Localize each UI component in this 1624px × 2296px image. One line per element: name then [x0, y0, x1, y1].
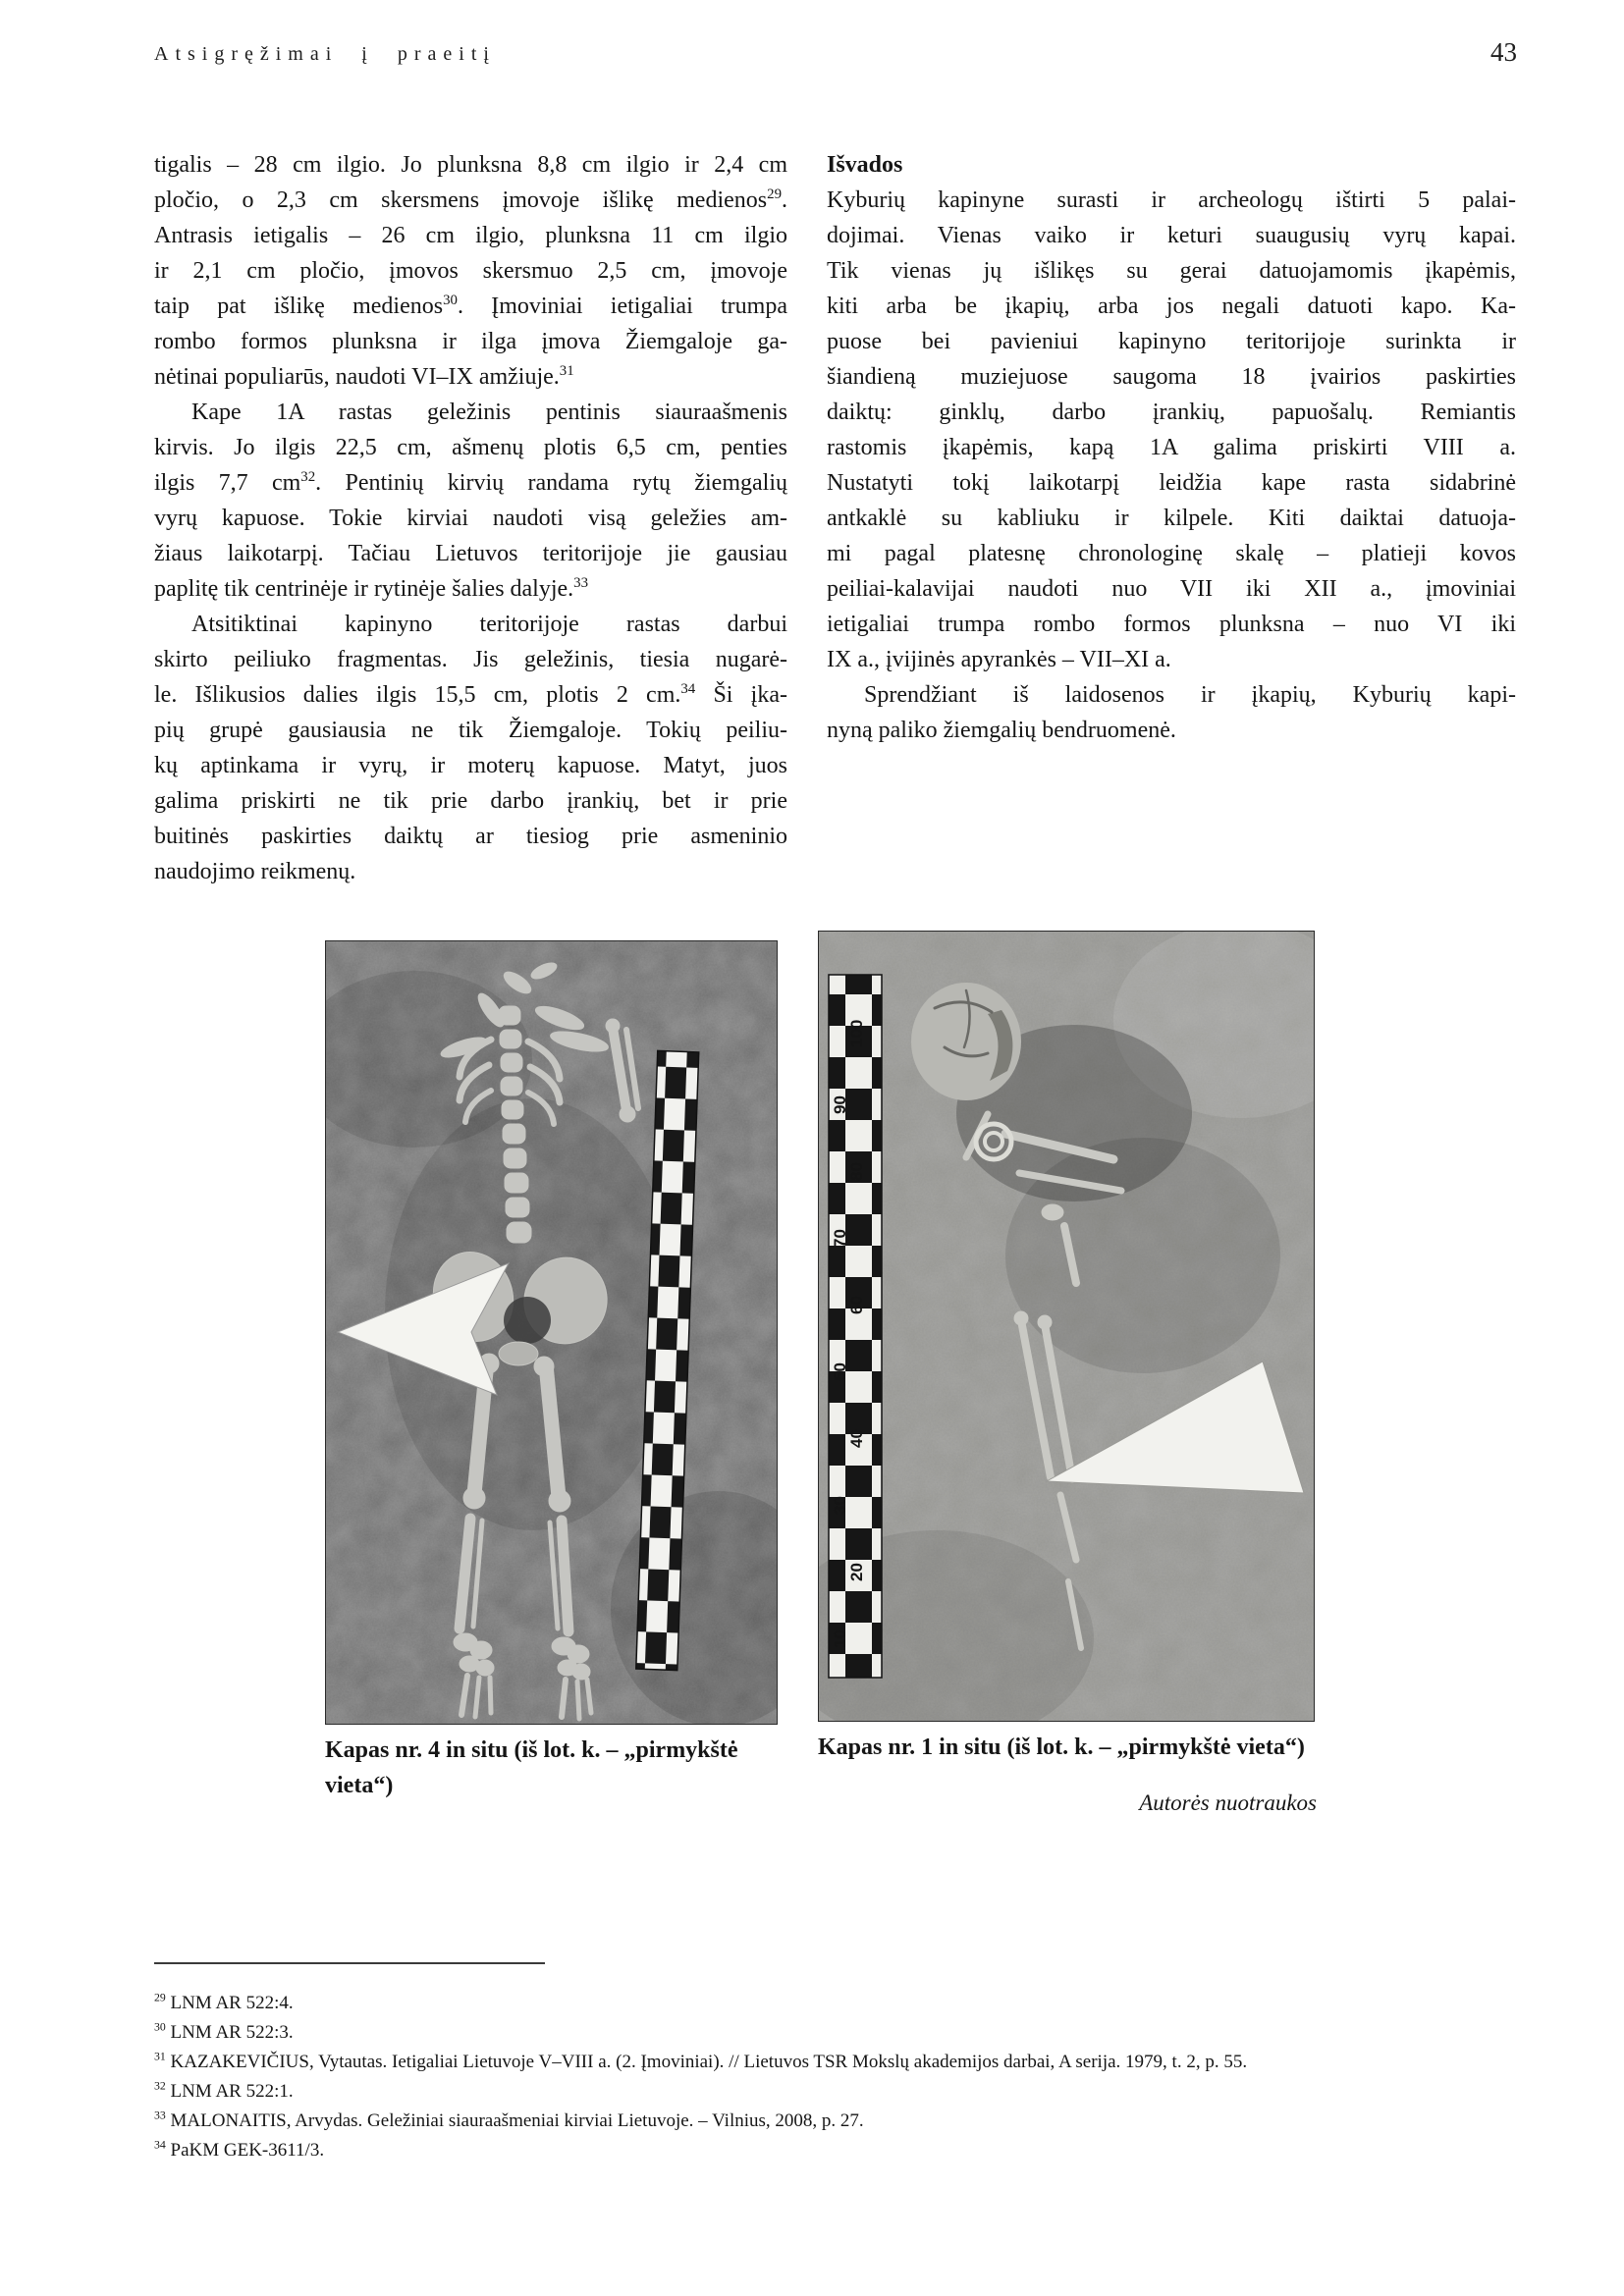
excavation-photo-grave-1 — [818, 931, 1315, 1722]
ruler-label: 80 — [847, 1162, 866, 1181]
text-line: Sprendžiant iš laidosenos ir įkapių, Kyburių kapi- — [864, 682, 1516, 708]
text-line: galima priskirti ne tik prie darbo įrankių, bet ir prie — [154, 788, 787, 814]
text-line: naudojimo reikmenų. — [154, 859, 356, 884]
ruler-label: 100 — [847, 1019, 866, 1047]
ruler-label: 90 — [831, 1095, 849, 1114]
text-line: taip pat išlikę medienos$^{30}$. Įmoviniai ietigaliai trumpa — [154, 293, 787, 319]
text-line: Tik vienas jų išlikęs su gerai datuojamomis įkapėmis, — [827, 258, 1516, 284]
footnote-number: 30 — [154, 2020, 166, 2034]
ruler-label: 60 — [847, 1296, 866, 1314]
footnote-number: 33 — [154, 2109, 166, 2122]
left-text-column — [154, 147, 787, 889]
caption-line: vieta“) — [325, 1773, 394, 1798]
text-line: pločio, o 2,3 cm skersmens įmovoje išlikę medienos$^{29}$. — [154, 187, 787, 213]
ruler-label: 30 — [831, 1496, 849, 1515]
ruler-label: 50 — [831, 1362, 849, 1381]
text-line: puose bei pavieniui kapinyno teritorijoje surinkta ir — [827, 329, 1516, 354]
footnote: $^{29}$ LNM AR 522:4. — [154, 1991, 294, 2013]
text-line: Nustatyti tokį laikotarpį leidžia kape rasta sidabrinė — [827, 470, 1516, 496]
footnote-number: 31 — [154, 2050, 166, 2063]
text-line: nėtinai populiarūs, naudoti VI–IX amžiuje.$^{31}$ — [154, 363, 574, 390]
text-line: pių grupė gausiausia ne tik Žiemgaloje. Tokių peiliu- — [154, 718, 787, 743]
text-line: Antrasis ietigalis – 26 cm ilgio, plunksna 11 cm ilgio — [154, 223, 787, 248]
skull — [911, 983, 1021, 1100]
text-line: ilgis 7,7 $cm^{32}$. Pentinių kirvių randama rytų žiemgalių — [154, 469, 787, 496]
ruler-label: 20 — [847, 1563, 866, 1581]
soil-background — [818, 931, 1315, 1722]
footnote: $^{31}$ KAZAKEVIČIUS, Vytautas. Ietigaliai Lietuvoje V–VIII a. (2. Įmoviniai). // Lietuvos TSR Mokslų akademijos darbai, A serija. 1979, t. 2, p. 55. — [154, 2050, 1248, 2072]
figure-caption-grave-1 — [818, 1730, 1378, 1765]
footnotes-block — [154, 1989, 1521, 2165]
footnote-reference: 34 — [680, 681, 696, 697]
text-line: kirvis. Jo ilgis 22,5 cm, ašmenų plotis 6,5 cm, penties — [154, 435, 787, 460]
running-head: Atsigręžimai į praeitį — [154, 43, 496, 65]
text-line: daiktų: ginklų, darbo įrankių, papuošalų. Remiantis — [827, 400, 1516, 425]
ruler-label: 70 — [831, 1229, 849, 1248]
text-line: vyrų kapuose. Tokie kirviai naudoti visą geležies am- — [154, 506, 787, 531]
footnote-number: 29 — [154, 1991, 166, 2004]
text-line: Atsitiktinai kapinyno teritorijoje rastas darbui — [191, 612, 787, 637]
text-line: dojimai. Vienas vaiko ir keturi suaugusių vyrų kapai. — [827, 223, 1516, 248]
footnote-reference: 33 — [573, 575, 589, 591]
text-line: ietigaliai trumpa rombo formos plunksna – nuo VI iki — [827, 612, 1516, 637]
text-line: IX a., įvijinės apyrankės – VII–XI a. — [827, 647, 1171, 672]
photo-credit: Autorės nuotraukos — [1139, 1790, 1317, 1815]
ruler-label: 10 — [831, 1629, 849, 1648]
text-line: Kyburių kapinyne surasti ir archeologų ištirti 5 palai- — [827, 187, 1516, 213]
text-line: paplitę tik centrinėje ir rytinėje šalies dalyje.$^{33}$ — [154, 575, 589, 602]
text-line: kų aptinkama ir vyrų, ir moterų kapuose. Matyt, juos — [154, 753, 787, 778]
footnote: $^{33}$ MALONAITIS, Arvydas. Geležiniai siauraašmeniai kirviai Lietuvoje. – Vilnius, 2008, p. 27. — [154, 2109, 864, 2131]
footnote-separator — [154, 1962, 545, 1964]
text-line: skirto peiliuko fragmentas. Jis geležinis, tiesia nugarė- — [154, 647, 787, 672]
excavation-photo-grave-4 — [325, 940, 778, 1725]
ruler-label: 40 — [847, 1429, 866, 1448]
footnote-reference: 30 — [443, 293, 458, 308]
right-column-paragraphs — [827, 183, 1516, 748]
scale-ruler — [829, 975, 882, 1678]
text-line: žiaus laikotarpį. Tačiau Lietuvos teritorijoje jie gausiau — [154, 541, 787, 566]
footnote-number: 32 — [154, 2079, 166, 2093]
caption-line: Kapas nr. 1 in situ (iš lot. k. – „pirmykštė vieta“) — [818, 1735, 1305, 1760]
section-heading: Išvados — [827, 152, 903, 178]
text-line: šiandieną muziejuose saugoma 18 įvairios paskirties — [827, 364, 1516, 390]
text-line: Kape 1A rastas geležinis pentinis siauraašmenis — [191, 400, 787, 425]
footnote-number: 34 — [154, 2138, 166, 2152]
text-line: mi pagal platesnę chronologinę skalę – platieji kovos — [827, 541, 1516, 566]
text-line: rastomis įkapėmis, kapą 1A galima priskirti VIII a. — [827, 435, 1516, 460]
text-line: tigalis – 28 cm ilgio. Jo plunksna 8,8 cm ilgio ir 2,4 cm — [154, 152, 787, 178]
figure-caption-grave-4 — [325, 1733, 796, 1803]
footnote-reference: 31 — [559, 363, 574, 379]
text-line: ir 2,1 cm pločio, įmovos skersmuo 2,5 cm, įmovoje — [154, 258, 787, 284]
right-text-column — [827, 147, 1516, 748]
text-line: rombo formos plunksna ir ilga įmova Žiemgaloje ga- — [154, 329, 787, 354]
footnote: $^{30}$ LNM AR 522:3. — [154, 2020, 294, 2043]
footnote: $^{34}$ PaKM GEK-3611/3. — [154, 2138, 325, 2161]
page-number: 43 — [1490, 37, 1517, 67]
text-line: nyną paliko žiemgalių bendruomenė. — [827, 718, 1176, 743]
caption-line: Kapas nr. 4 in situ (iš lot. k. – „pirmykštė — [325, 1737, 738, 1763]
text-line: le. Išlikusios dalies ilgis 15,5 cm, plotis 2 cm.$^{34}$ Ši įka- — [154, 681, 787, 708]
footnote-reference: 29 — [767, 187, 782, 202]
text-line: buitinės paskirties daiktų ar tiesiog prie asmeninio — [154, 824, 787, 849]
footnote: $^{32}$ LNM AR 522:1. — [154, 2079, 294, 2102]
text-line: antkaklė su kabliuku ir kilpele. Kiti daiktai datuoja- — [827, 506, 1516, 531]
footnote-reference: 32 — [300, 469, 316, 485]
text-line: kiti arba be įkapių, arba jos negali datuoti kapo. Ka- — [827, 294, 1516, 319]
text-line: peiliai-kalavijai naudoti nuo VII iki XII a., įmoviniai — [827, 576, 1516, 602]
